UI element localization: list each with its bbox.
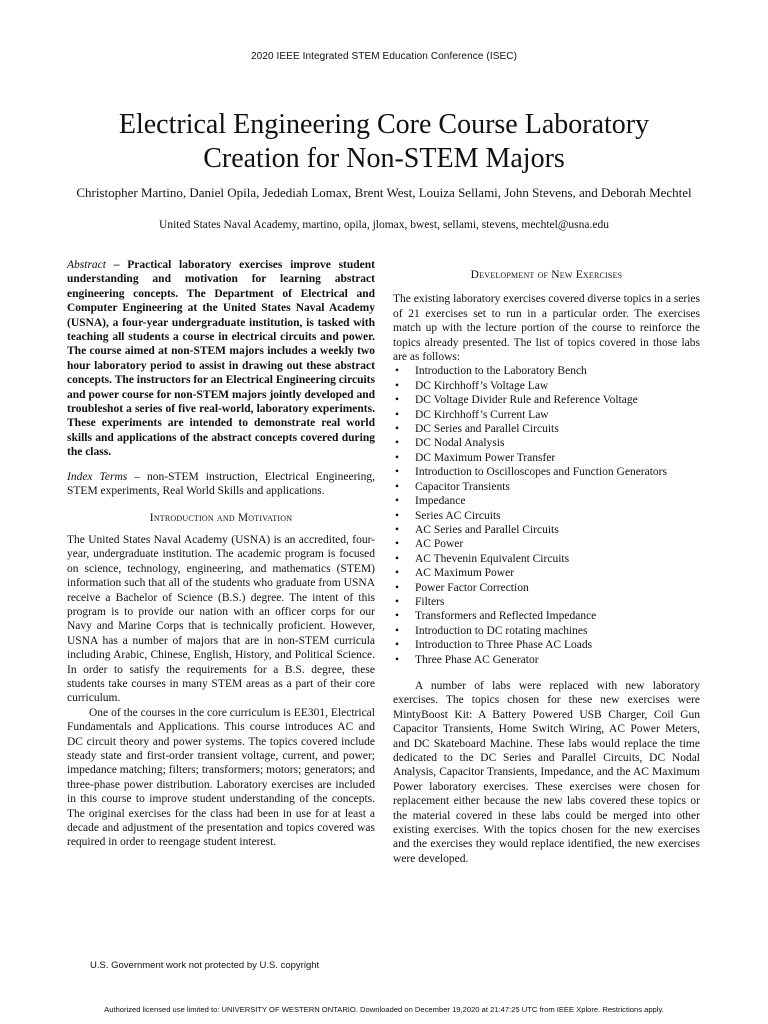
topic-list-item [393, 537, 700, 551]
index-terms-text: – non-STEM instruction, Electrical Engineering, STEM experiments, Real World Skills and applications. [67, 470, 375, 498]
bullet-icon: • [395, 408, 400, 421]
topic-label: Introduction to DC rotating machines [415, 624, 588, 637]
topic-label: DC Voltage Divider Rule and Reference Voltage [415, 394, 638, 407]
bullet-icon: • [395, 552, 400, 565]
topic-list-item [393, 653, 700, 667]
development-heading: Development of New Exercises [470, 269, 623, 281]
topic-label: Power Factor Correction [415, 581, 529, 594]
topic-list-item [393, 422, 700, 436]
topic-label: Transformers and Reflected Impedance [415, 610, 597, 623]
topic-label: DC Maximum Power Transfer [415, 451, 556, 464]
topic-list-item [393, 509, 700, 523]
index-terms [67, 470, 375, 499]
topic-list-item [393, 408, 700, 422]
topic-label: DC Kirchhoff’s Current Law [415, 408, 549, 421]
topic-list-item [393, 609, 700, 623]
topic-label: Introduction to the Laboratory Bench [415, 365, 587, 378]
development-paragraph-2: A number of labs were replaced with new laboratory exercises. The topics chosen for these new exercises were MintyBoost Kit: A Battery Powered USB Charger, Coil Gun Capacitor Transients, Home Switch Wiring, AC Power Meters, and DC Skateboard Machine. These labs would replace the time dedicated to the DC Series and Parallel Circuits, DC Nodal Analysis, Capacitor Transients, Impedance, and the AC Maximum Power laboratory exercises. These exercises were chosen for replacement either because the new labs covered these topics or the material covered in these labs could be merged into other existing exercises. With the topics chosen for the new exercises and the exercises they would replace identified, the new exercises were developed. [393, 679, 700, 865]
bullet-icon: • [395, 423, 400, 436]
topic-list-item [393, 465, 700, 479]
bullet-icon: • [395, 538, 400, 551]
topic-label: Series AC Circuits [415, 509, 501, 522]
topic-label: Introduction to Oscilloscopes and Function Generators [415, 466, 667, 479]
left-column [67, 258, 375, 850]
topic-list-item [393, 581, 700, 595]
right-column [393, 268, 700, 866]
authorized-use-notice: Authorized licensed use limited to: UNIVERSITY OF WESTERN ONTARIO. Downloaded on December 19,2020 at 21:47:25 UTC from IEEE Xplore. Restrictions apply. [104, 1005, 664, 1014]
bullet-icon: • [395, 495, 400, 508]
government-notice: U.S. Government work not protected by U.S. copyright [90, 960, 320, 971]
topic-label: AC Power [415, 538, 464, 551]
bullet-icon: • [395, 365, 400, 378]
topic-label: Capacitor Transients [415, 480, 510, 493]
development-paragraph-1: The existing laboratory exercises covered diverse topics in a series of 21 exercises set to run in a particular order. The exercises match up with the lecture portion of the course to reinforce the topics already presented. The list of topics covered in those labs are as follows: [393, 293, 700, 364]
bullet-icon: • [395, 451, 400, 464]
topic-list-item [393, 552, 700, 566]
topic-label: AC Series and Parallel Circuits [415, 523, 559, 536]
bullet-icon: • [395, 639, 400, 652]
abstract [67, 258, 375, 460]
topic-list-item [393, 480, 700, 494]
conference-header: 2020 IEEE Integrated STEM Education Conference (ISEC) [251, 51, 517, 62]
bullet-icon: • [395, 466, 400, 479]
topic-label: AC Thevenin Equivalent Circuits [415, 552, 570, 565]
bullet-icon: • [395, 394, 400, 407]
topic-label: Impedance [415, 495, 466, 508]
topic-list-item [393, 595, 700, 609]
paper-title [60, 108, 708, 176]
abstract-label: Abstract [67, 259, 106, 271]
topic-list-item [393, 566, 700, 580]
bullet-icon: • [395, 567, 400, 580]
bullet-icon: • [395, 523, 400, 536]
intro-paragraph-1: The United States Naval Academy (USNA) is an accredited, four-year, undergraduate institution. The academic program is focused on science, technology, engineering, and mathematics (STEM) information such that all of the students who graduate from USNA receive a Bachelor of Science (B.S.) degree. The intent of this program is to provide our nation with an officer corps for our Navy and Marine Corps that is technically proficient. However, USNA has a number of majors that are in non-STEM curricula including Arabic, Chinese, English, History, and Political Science. In order to satisfy the requirements for a B.S. degree, these students take courses in many STEM areas as a part of their core curriculum. [67, 533, 375, 705]
bullet-icon: • [395, 509, 400, 522]
bullet-icon: • [395, 610, 400, 623]
topic-label: Filters [415, 595, 445, 608]
affiliation: United States Naval Academy, martino, opila, jlomax, bwest, sellami, stevens, mechtel@usna.edu [159, 219, 609, 231]
title-line-1: Electrical Engineering Core Course Laboratory [118, 109, 650, 140]
topic-list-item [393, 364, 700, 378]
topic-list-item [393, 624, 700, 638]
bullet-icon: • [395, 595, 400, 608]
topic-list [393, 364, 700, 667]
bullet-icon: • [395, 653, 400, 666]
author-list: Christopher Martino, Daniel Opila, Jedediah Lomax, Brent West, Louiza Sellami, John Stevens, and Deborah Mechtel [76, 185, 692, 200]
topic-label: AC Maximum Power [415, 567, 515, 580]
bullet-icon: • [395, 437, 400, 450]
bullet-icon: • [395, 379, 400, 392]
abstract-text: – Practical laboratory exercises improve student understanding and motivation for learning abstract engineering concepts. The Department of Electrical and Computer Engineering at the United States Naval Academy (USNA), a four-year undergraduate institution, is tasked with teaching all students a course in electrical circuits and power. The course aimed at non-STEM majors includes a weekly two hour laboratory period to assist in drawing out these abstract concepts. The instructors for an Electrical Engineering circuits and power course for non-STEM majors jointly developed and troubleshot a series of five real-world, laboratory experiments. These experiments are intended to demonstrate real world skills and applications of the abstract concepts covered during the class. [67, 259, 375, 459]
intro-paragraph-2: One of the courses in the core curriculum is EE301, Electrical Fundamentals and Applications. This course introduces AC and DC circuit theory and power systems. The topics covered include steady state and first-order transient voltage, current, and power; impedance matching; filters; transformers; motors; generators; and three-phase power distribution. Laboratory exercises are included in this course to improve student understanding of the concepts. The original exercises for the class had been in use for at least a decade and adjustment of the presentation and topics covered was required in order to reengage student interest. [67, 706, 375, 849]
topic-label: DC Series and Parallel Circuits [415, 423, 559, 436]
topic-label: Introduction to Three Phase AC Loads [415, 639, 593, 652]
topic-list-item [393, 379, 700, 393]
topic-list-item [393, 451, 700, 465]
intro-heading: Introduction and Motivation [149, 511, 293, 524]
bullet-icon: • [395, 480, 400, 493]
index-terms-label: Index Terms [67, 470, 128, 483]
topic-label: DC Kirchhoff’s Voltage Law [415, 379, 549, 392]
topic-label: DC Nodal Analysis [415, 437, 505, 450]
topic-list-item [393, 393, 700, 407]
bullet-icon: • [395, 581, 400, 594]
topic-label: Three Phase AC Generator [415, 653, 539, 666]
topic-list-item [393, 523, 700, 537]
topic-list-item [393, 494, 700, 508]
bullet-icon: • [395, 624, 400, 637]
topic-list-item [393, 638, 700, 652]
title-line-2: Creation for Non-STEM Majors [203, 143, 565, 174]
topic-list-item [393, 436, 700, 450]
